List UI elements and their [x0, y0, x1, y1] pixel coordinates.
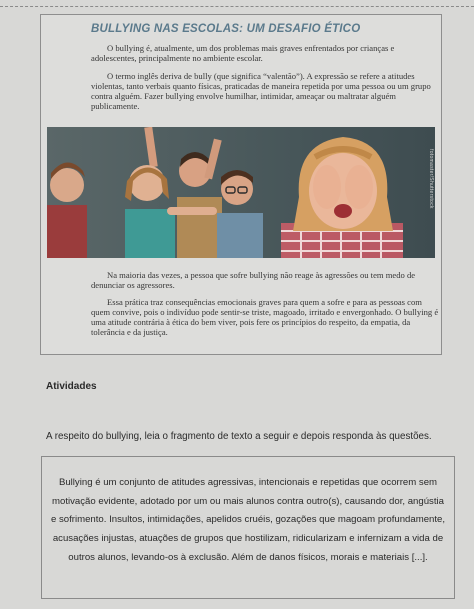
bullying-photo — [47, 127, 435, 258]
top-dashed-rule — [0, 6, 474, 7]
textbook-article — [40, 14, 442, 355]
photo-illustration — [47, 127, 435, 258]
article-title: BULLYING NAS ESCOLAS: UM DESAFIO ÉTICO — [91, 23, 361, 35]
article-paragraph-2: O termo inglês deriva de bully (que significa “valentão”). A expressão se refere a atitudes violentas, tanto verbais quanto físicas, praticadas de maneira repetida por uma pessoa ou um grupo contra alguém. Fazer bullying envolve humilhar, intimidar, ameaçar ou maltratar alguém publicamente. — [91, 71, 431, 111]
photo-caption: Na maioria das vezes, a pessoa que sofre bullying não reage às agressões ou tem medo de denunciar os agressores. — [91, 270, 416, 290]
photo-credit: fotomaster/Shutterstock — [428, 149, 434, 209]
activities-instruction: A respeito do bullying, leia o fragmento de texto a seguir e depois responda às questões. — [46, 431, 432, 442]
activities-heading: Atividades — [46, 381, 97, 392]
quote-box — [41, 456, 455, 599]
article-paragraph-1: O bullying é, atualmente, um dos problemas mais graves enfrentados por crianças e adolescentes, principalmente no ambiente escolar. — [91, 43, 395, 63]
quote-text: Bullying é um conjunto de atitudes agressivas, intencionais e repetidas que ocorrem sem motivação evidente, adotado por um ou mais alunos contra outro(s), causando dor, angústia e sofrimento. Insultos, intimidações, apelidos cruéis, gozações que magoam profundamente, acusações injustas, atuações de grupos que hostilizam, ridicularizam e infernizam a vida de outros alunos, levando-os à exclusão. Além de danos físicos, morais e materiais [...]. — [50, 477, 446, 563]
article-paragraph-3: Essa prática traz consequências emocionais graves para quem a sofre e para as pessoas com quem convive, pois o indivíduo pode sentir-se triste, magoado, irritado e envergonhado. O bullying é uma atitude contrária à ética do bem viver, pois fere os princípios do respeito, da empatia, da tolerância e da justiça. — [91, 297, 439, 337]
